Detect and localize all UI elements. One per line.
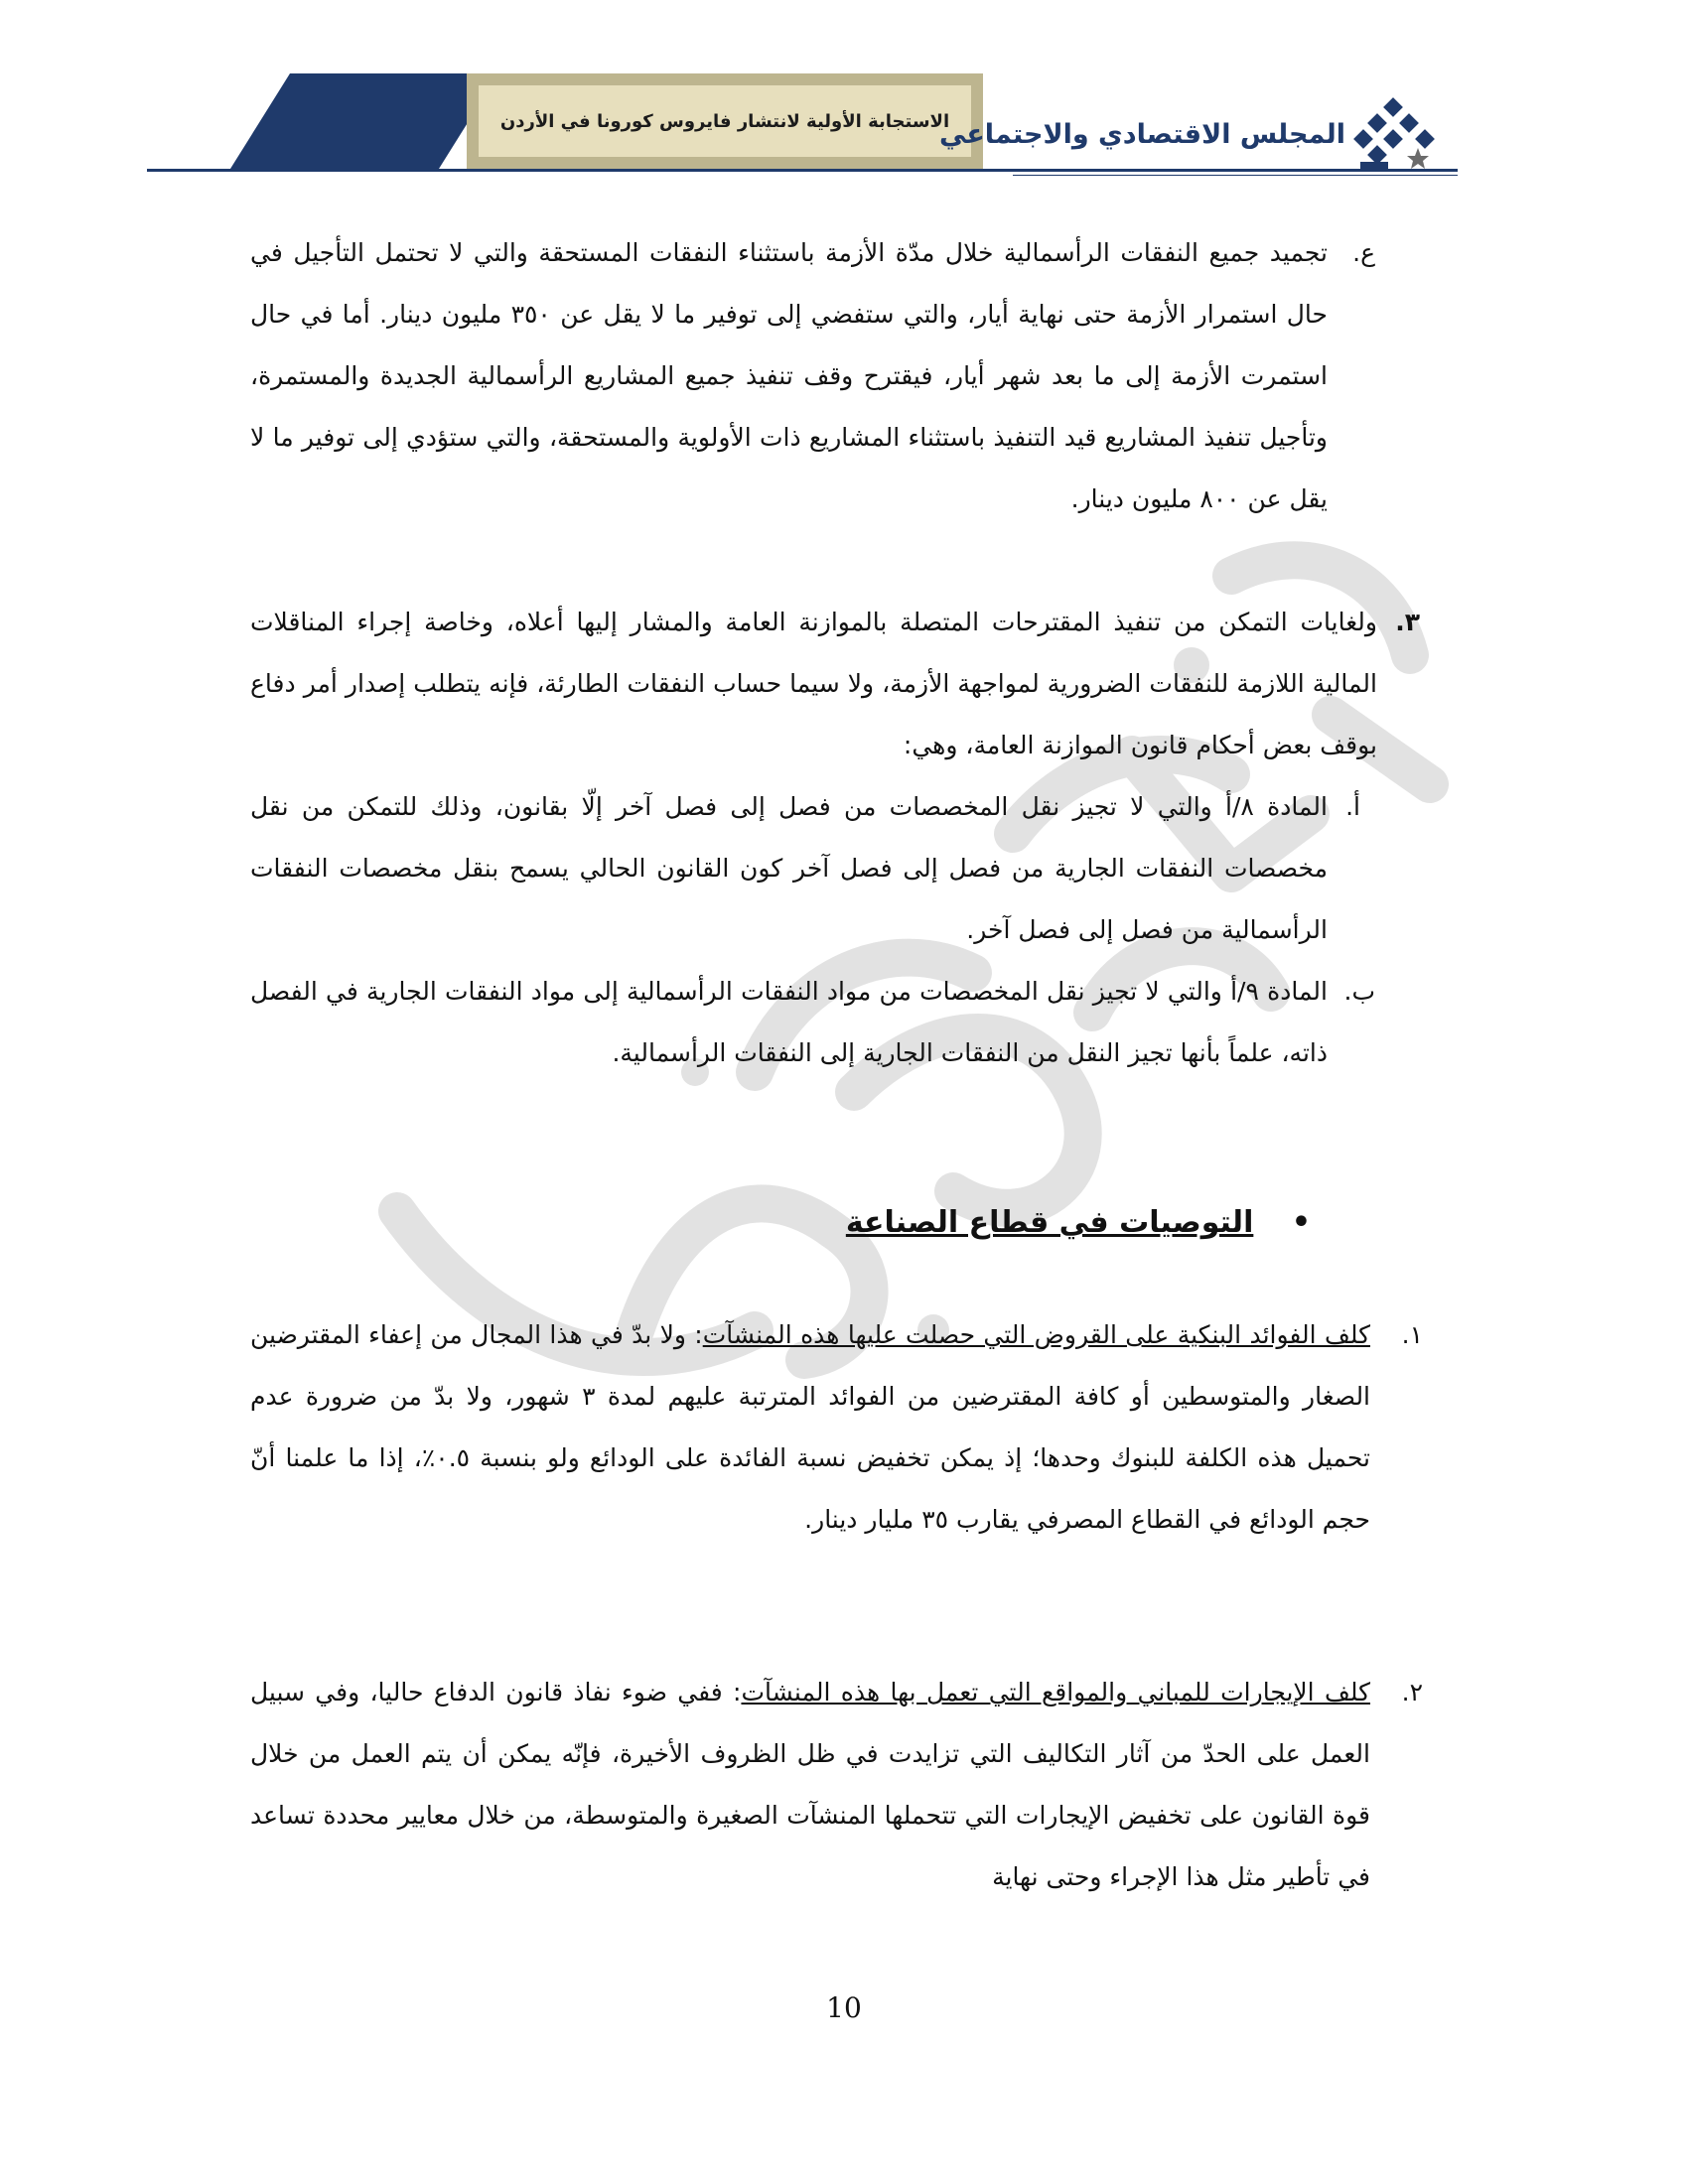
recommendation-marker: ١. xyxy=(1401,1320,1423,1349)
item-ba-text: المادة ٩/أ والتي لا تجيز نقل المخصصات من مواد النفقات الرأسمالية إلى مواد النفقات الجارية في الفصل ذاته، علماً بأنها تجيز النقل من النفقات الجارية إلى النفقات الرأسمالية. xyxy=(250,977,1328,1067)
recommendation-text: : ففي ضوء نفاذ قانون الدفاع حاليا، وفي سبيل العمل على الحدّ من آثار التكاليف التي تزايدت في ظل الظروف الأخيرة، فإنّه يمكن أن يتم العمل من خلال قوة القانون على تخفيض الإيجارات التي تتحملها المنشآت الصغيرة والمتوسطة، من خلال معايير محددة تساعد في تأطير مثل هذا الإجراء وحتى نهاية xyxy=(250,1678,1370,1891)
header-rule xyxy=(147,169,1458,172)
header-dark-shape xyxy=(230,73,498,169)
item-three-text: ولغايات التمكن من تنفيذ المقترحات المتصلة بالموازنة العامة والمشار إليها أعلاه، وخاصة إجراء المناقلات المالية اللازمة للنفقات الضرورية لمواجهة الأزمة، ولا سيما حساب النفقات الطارئة، فإنه يتطلب إصدار أمر دفاع بوقف بعض أحكام قانون الموازنة العامة، وهي: xyxy=(250,608,1377,759)
recommendation-1 xyxy=(250,1304,1370,1551)
item-marker: ب. xyxy=(1343,977,1375,1006)
section-title: التوصيات في قطاع الصناعة xyxy=(845,1205,1254,1240)
organization-name: المجلس الاقتصادي والاجتماعي xyxy=(939,119,1345,150)
section-heading xyxy=(695,1205,1311,1265)
recommendation-heading: كلف الفوائد البنكية على القروض التي حصلت عليها هذه المنشآت xyxy=(702,1320,1370,1349)
recommendation-marker: ٢. xyxy=(1401,1678,1423,1706)
item-marker: ٣. xyxy=(1395,608,1420,636)
header-banner-inner xyxy=(479,85,971,157)
recommendation-text: : ولا بدّ في هذا المجال من إعفاء المقترضين الصغار والمتوسطين أو كافة المقترضين من الفوائد المترتبة عليهم لمدة ٣ شهور، ولا بدّ من ضرورة عدم تحميل هذه الكلفة للبنوك وحدها؛ إذ يمكن تخفيض نسبة الفائدة على الودائع ولو بنسبة ٠.٥٪، إذا ما علمنا أنّ حجم الودائع في القطاع المصرفي يقارب ٣٥ مليار دينار. xyxy=(250,1320,1371,1534)
council-logo-icon xyxy=(1352,94,1448,180)
item-marker: أ. xyxy=(1345,792,1360,821)
item-marker: ع. xyxy=(1352,238,1375,267)
page-number: 10 xyxy=(826,1991,862,2024)
recommendation-heading: كلف الإيجارات للمباني والمواقع التي تعمل بها هذه المنشآت xyxy=(741,1678,1371,1706)
item-alif-text: المادة ٨/أ والتي لا تجيز نقل المخصصات من فصل إلى فصل آخر إلّا بقانون، وذلك للتمكن من نقل مخصصات النفقات الجارية من فصل إلى فصل آخر كون القانون الحالي يسمح بنقل مخصصات النفقات الرأسمالية من فصل إلى فصل آخر. xyxy=(250,792,1328,944)
recommendation-2 xyxy=(250,1662,1370,1908)
item-ain-text: تجميد جميع النفقات الرأسمالية خلال مدّة الأزمة باستثناء النفقات المستحقة والتي لا تحتمل التأجيل في حال استمرار الأزمة حتى نهاية أيار، والتي ستفضي إلى توفير ما لا يقل عن ٣٥٠ مليون دينار. أما في حال استمرت الأزمة إلى ما بعد شهر أيار، فيقترح وقف تنفيذ جميع المشاريع الرأسمالية الجديدة والمستمرة، وتأجيل تنفيذ المشاريع قيد التنفيذ باستثناء المشاريع ذات الأولوية والمستحقة، والتي ستؤدي إلى توفير ما لا يقل عن ٨٠٠ مليون دينار. xyxy=(250,238,1328,513)
banner-title: الاستجابة الأولية لانتشار فايروس كورونا في الأردن xyxy=(499,110,950,132)
bullet-icon: • xyxy=(1291,1205,1311,1240)
